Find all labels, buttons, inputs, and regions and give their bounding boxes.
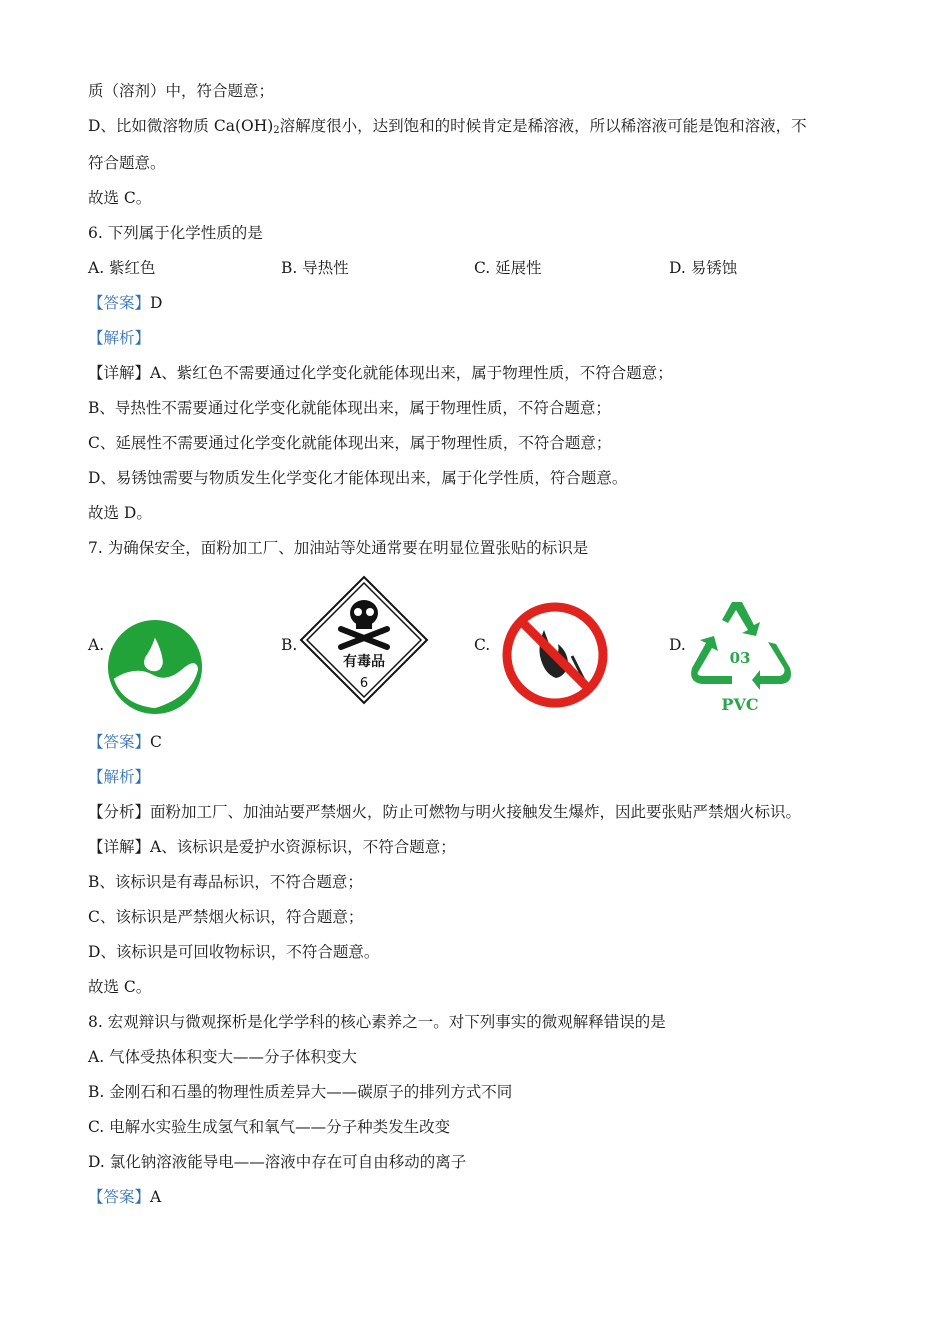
option-c: C. 电解水实验生成氢气和氧气——分子种类发生改变 [88, 1118, 451, 1136]
option-a: A. 紫红色 [88, 259, 156, 277]
option-a-label: A. [88, 636, 105, 654]
answer-value: A [150, 1188, 162, 1206]
detail-line [88, 362, 673, 384]
detail-tag: 【详解】 [88, 364, 151, 382]
answer-tag: 【答案】 [88, 294, 151, 312]
detail-line: D、该标识是可回收物标识，不符合题意。 [88, 943, 380, 961]
answer-line [88, 292, 162, 314]
option-d: D. 易锈蚀 [669, 259, 738, 277]
answer-value: D [150, 294, 163, 312]
detail-line: C、该标识是严禁烟火标识，符合题意； [88, 908, 364, 926]
conclusion: 故选 C。 [88, 978, 152, 996]
text-line: 质（溶剂）中，符合题意； [88, 82, 275, 100]
text-segment: D、比如微溶物质 Ca(OH) [88, 117, 274, 135]
answer-tag: 【答案】 [88, 733, 151, 751]
no-fire-sign-icon [500, 600, 610, 710]
recycle-pvc-sign-icon [688, 596, 794, 714]
option-b: B. 金刚石和石墨的物理性质差异大——碳原子的排列方式不同 [88, 1083, 513, 1101]
recycle-material: PVC [721, 695, 759, 714]
detail-line: B、导热性不需要通过化学变化就能体现出来，属于物理性质，不符合题意； [88, 399, 611, 417]
text-line: 符合题意。 [88, 154, 166, 172]
question-stem: 6. 下列属于化学性质的是 [88, 224, 263, 242]
water-saving-sign-icon [106, 618, 204, 716]
analysis-text: 面粉加工厂、加油站要严禁烟火，防止可燃物与明火接触发生爆炸，因此要张贴严禁烟火标识。 [150, 803, 802, 821]
toxic-sign-text: 有毒品 [343, 654, 385, 670]
option-d-label: D. [669, 636, 686, 654]
toxic-sign-number: 6 [359, 676, 369, 691]
conclusion: 故选 D。 [88, 504, 152, 522]
question-stem: 7. 为确保安全，面粉加工厂、加油站等处通常要在明显位置张贴的标识是 [88, 539, 589, 557]
recycle-number: 03 [729, 649, 751, 667]
detail-tag: 【详解】 [88, 838, 151, 856]
option-c: C. 延展性 [474, 259, 542, 277]
question-stem: 8. 宏观辩识与微观探析是化学学科的核心素养之一。对下列事实的微观解释错误的是 [88, 1013, 666, 1031]
analysis-tag: 【解析】 [88, 329, 151, 347]
detail-text: A、该标识是爱护水资源标识，不符合题意； [150, 838, 456, 856]
option-c-label: C. [474, 636, 491, 654]
answer-line [88, 731, 162, 753]
toxic-sign-icon [299, 575, 429, 705]
option-d: D. 氯化钠溶液能导电——溶液中存在可自由移动的离子 [88, 1153, 467, 1171]
answer-value: C [150, 733, 162, 751]
text-line: 故选 C。 [88, 189, 152, 207]
analysis-line [88, 801, 801, 823]
option-b-label: B. [281, 636, 298, 654]
text-line [88, 115, 807, 142]
detail-line: C、延展性不需要通过化学变化就能体现出来，属于物理性质，不符合题意； [88, 434, 612, 452]
option-a: A. 气体受热体积变大——分子体积变大 [88, 1048, 358, 1066]
text-segment: 溶解度很小，达到饱和的时候肯定是稀溶液，所以稀溶液可能是饱和溶液，不 [279, 117, 807, 135]
option-b: B. 导热性 [281, 259, 349, 277]
analysis-tag: 【解析】 [88, 768, 151, 786]
subscript: 2 [273, 125, 280, 136]
detail-line: B、该标识是有毒品标识，不符合题意； [88, 873, 363, 891]
detail-line [88, 836, 456, 858]
answer-line [88, 1186, 161, 1208]
analysis-label: 【分析】 [88, 803, 151, 821]
detail-text: A、紫红色不需要通过化学变化就能体现出来，属于物理性质，不符合题意； [150, 364, 673, 382]
detail-line: D、易锈蚀需要与物质发生化学变化才能体现出来，属于化学性质，符合题意。 [88, 469, 628, 487]
answer-tag: 【答案】 [88, 1188, 151, 1206]
